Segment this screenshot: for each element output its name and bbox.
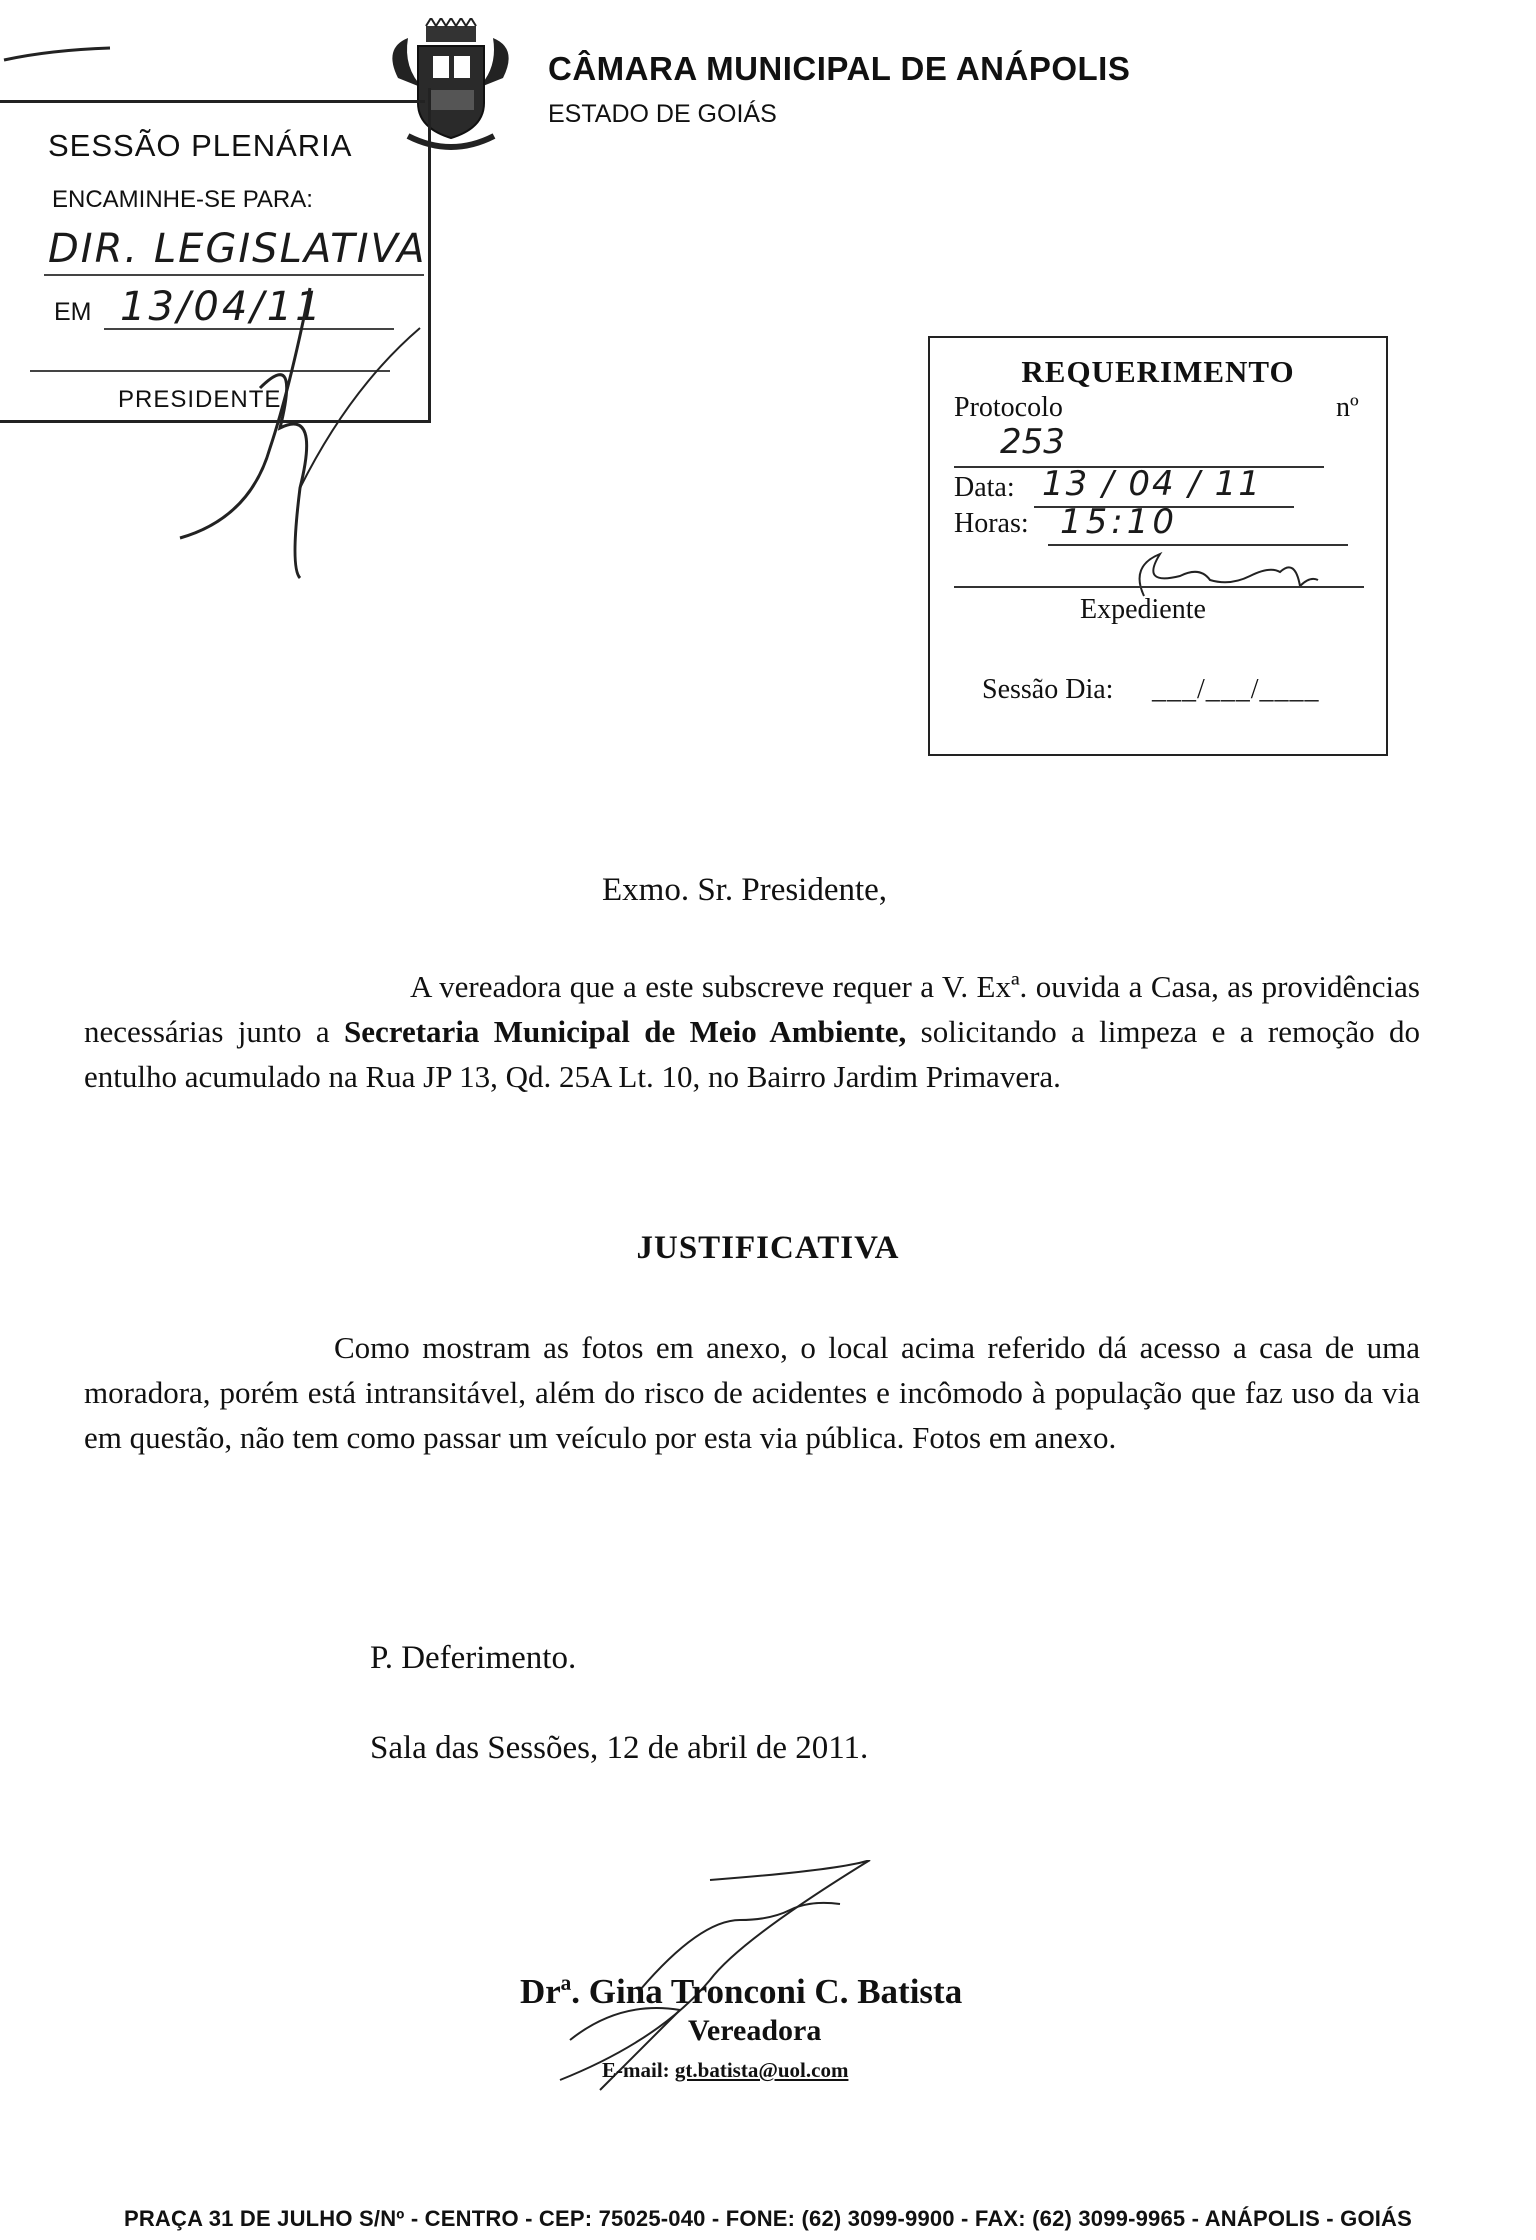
stamp-forward-label: ENCAMINHE-SE PARA: [52, 186, 313, 213]
org-state: ESTADO DE GOIÁS [548, 100, 777, 128]
scan-mark [0, 40, 120, 70]
justification-paragraph [84, 1325, 1420, 1460]
place-date: Sala das Sessões, 12 de abril de 2011. [370, 1730, 869, 1766]
request-text-start: A vereadora que a este subscreve requer a V. Exª. ouvida a Casa, as providências necessárias junto a [84, 969, 1420, 1049]
justification-text: Como mostram as fotos em anexo, o local acima referido dá acesso a casa de uma moradora, porém está intransitável, além do risco de acidentes e incômodo à população que faz uso da via em questão, não tem como passar um veículo por esta via pública. Fotos em anexo. [84, 1330, 1420, 1455]
footer-address: PRAÇA 31 DE JULHO S/Nº - CENTRO - CEP: 75025-040 - FONE: (62) 3099-9900 - FAX: (62) 3099-9965 - ANÁPOLIS - GOIÁS [123, 2206, 1413, 2231]
protocol-hours-label: Horas: [954, 508, 1029, 539]
signatory-role: Vereadora [688, 2014, 822, 2047]
stamp-date-value: 13/04/11 [120, 284, 324, 330]
session-stamp [0, 88, 431, 423]
stamp-forward-value: DIR. LEGISLATIVA [48, 226, 427, 272]
protocol-date-label: Data: [954, 472, 1015, 503]
justification-title: JUSTIFICATIVA [636, 1230, 900, 1266]
protocol-hours-value: 15:10 [1060, 502, 1178, 542]
request-secretaria: Secretaria Municipal de Meio Ambiente, [344, 1014, 907, 1049]
salutation: Exmo. Sr. Presidente, [602, 872, 888, 908]
request-text-end: solicitando a limpeza e a remoção do entulho acumulado na Rua JP 13, Qd. 25A Lt. 10, no Bairro Jardim Primavera. [84, 1014, 1420, 1094]
signatory-email [602, 2058, 848, 2083]
protocol-session-label: Sessão Dia: [982, 674, 1114, 705]
email-label: E-mail: [602, 2058, 670, 2082]
protocol-value: 253 [1000, 422, 1065, 462]
protocol-expediente-label: Expediente [1080, 594, 1206, 625]
protocol-heading: REQUERIMENTO [1021, 354, 1295, 389]
protocol-date-value: 13 / 04 / 11 [1042, 464, 1262, 504]
protocol-label: Protocolo [954, 392, 1063, 423]
request-paragraph [84, 964, 1420, 1099]
org-name: CÂMARA MUNICIPAL DE ANÁPOLIS [548, 50, 1131, 87]
protocol-box [928, 336, 1388, 756]
signatory-name: Drª. Gina Tronconi C. Batista [520, 1972, 963, 2011]
protocol-number-label: nº [1336, 392, 1359, 423]
president-signature [150, 268, 430, 588]
protocol-session-value: ___/___/____ [1152, 674, 1320, 705]
closing: P. Deferimento. [370, 1640, 577, 1676]
stamp-title: SESSÃO PLENÁRIA [48, 128, 353, 163]
stamp-date-label: EM [54, 298, 92, 326]
stamp-president-label: PRESIDENTE [118, 386, 282, 413]
email-address: gt.batista@uol.com [674, 2058, 849, 2082]
